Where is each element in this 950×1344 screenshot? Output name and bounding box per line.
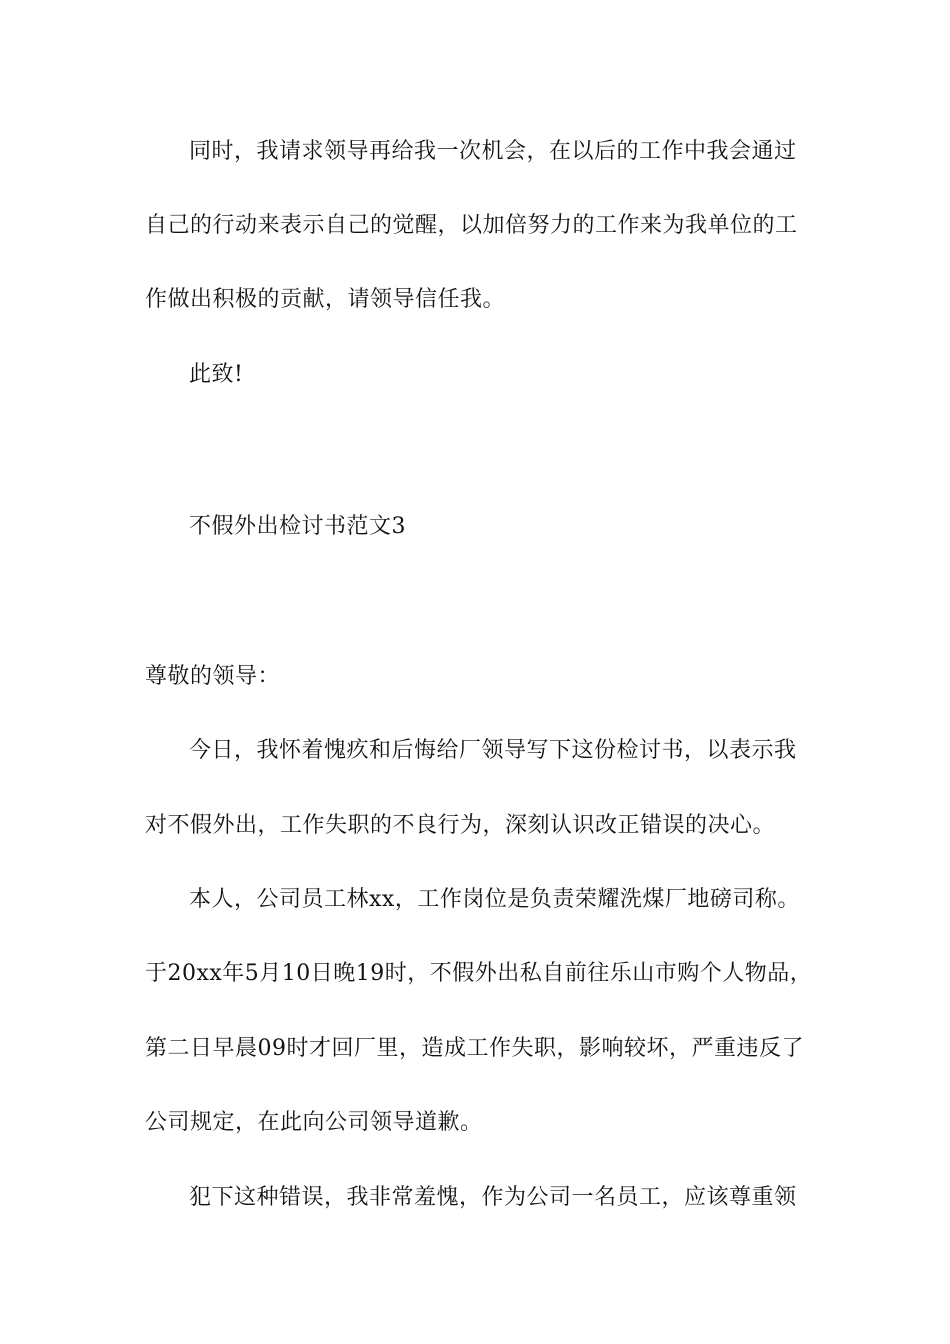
section-title: 不假外出检讨书范文3 <box>189 514 406 539</box>
paragraph-line: 本人，公司员工林xx，工作岗位是负责荣耀洗煤厂地磅司称。 <box>189 887 800 912</box>
paragraph-line: 作做出积极的贡献，请领导信任我。 <box>145 287 506 312</box>
greeting: 尊敬的领导： <box>145 664 281 689</box>
paragraph-line: 第二日早晨09时才回厂里，造成工作失职，影响较坏，严重违反了 <box>145 1036 804 1061</box>
paragraph-line: 自己的行动来表示自己的觉醒，以加倍努力的工作来为我单位的工 <box>145 213 798 238</box>
paragraph-line: 对不假外出，工作失职的不良行为，深刻认识改正错误的决心。 <box>145 813 776 838</box>
paragraph-line: 于20xx年5月10日晚19时，不假外出私自前往乐山市购个人物品， <box>145 961 813 986</box>
closing-salutation: 此致! <box>189 362 244 387</box>
paragraph-line: 犯下这种错误，我非常羞愧，作为公司一名员工，应该尊重领 <box>189 1185 797 1210</box>
paragraph-line: 同时，我请求领导再给我一次机会，在以后的工作中我会通过 <box>189 139 797 164</box>
paragraph-line: 公司规定，在此向公司领导道歉。 <box>145 1110 483 1135</box>
paragraph-line: 今日，我怀着愧疚和后悔给厂领导写下这份检讨书，以表示我 <box>189 738 797 763</box>
